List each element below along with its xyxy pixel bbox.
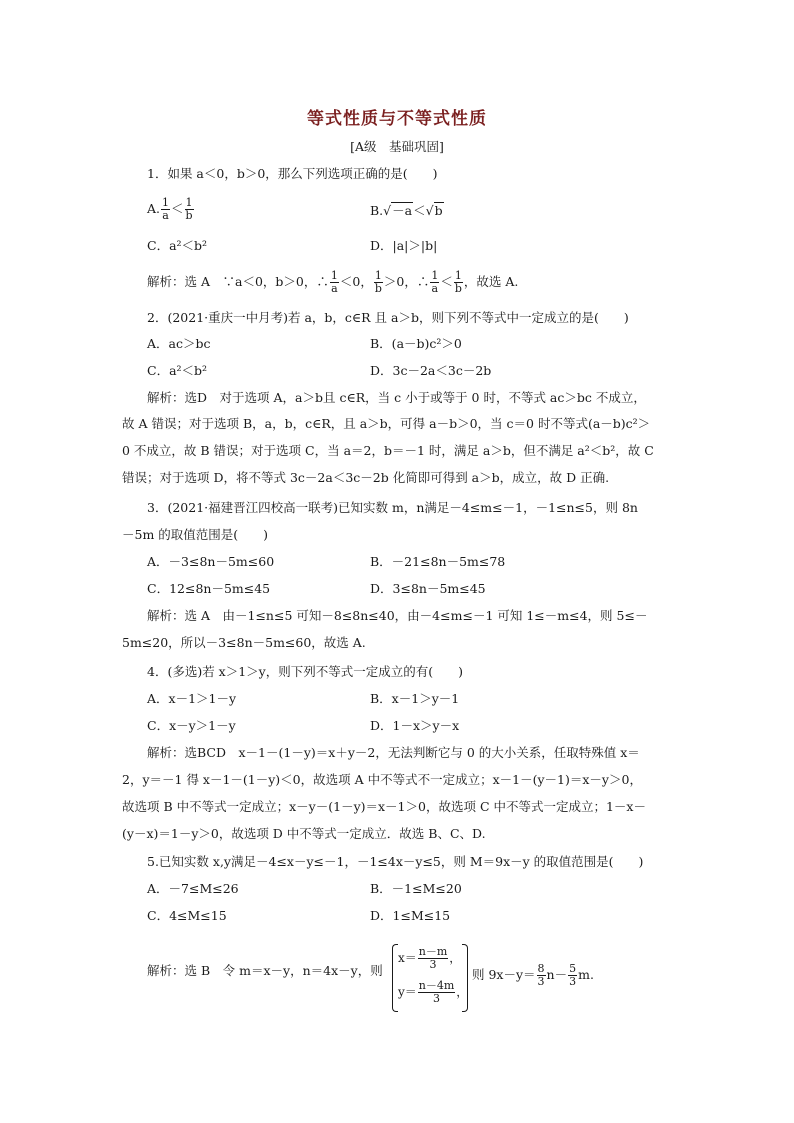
q5-system-row1-comma: ， [449,951,462,965]
q3-solution-line1: 解析：选 A 由－1≤n≤5 可知－8≤8n≤40，由－4≤m≤－1 可知 1≤－m≤4，则 5≤－ [147,608,648,623]
q1-option-a-lt: ＜ [171,201,184,216]
q5-solution-frac1-den: 3 [537,975,545,988]
q1-solution-frac1-den: a [331,282,338,295]
q5-system-row1-den: 3 [429,958,437,971]
q1-solution-part4: ＜ [440,274,453,289]
q1-solution-frac2-num: 1 [374,269,382,282]
q1-option-a-frac1 [161,197,170,222]
q1-solution-frac3 [430,270,439,295]
q1-solution-frac4-num: 1 [454,269,462,282]
q5-solution-frac1-num: 8 [537,962,545,975]
q4-solution-line4: (y－x)＝1－y＞0，故选项 D 中不等式一定成立．故选 B、C、D. [122,826,486,841]
q5-solution-frac1 [537,963,546,988]
q2-stem: 2．(2021·重庆一中月考)若 a，b，c∈R 且 a＞b，则下列不等式中一定成立的是( ) [147,310,629,325]
q4-option-b: B．x－1＞y－1 [370,691,460,706]
q1-solution-part2: ＜0， [339,274,373,289]
q5-equation-system [392,944,468,1012]
q2-option-d: D．3c－2a＜3c－2b [370,363,492,378]
q5-solution-result-part1: 则 9x－y＝ [472,967,536,982]
q1-option-a-frac1-num: 1 [162,196,170,209]
q1-solution-frac4 [454,270,463,295]
q2-solution-line3: 0 不成立，故 B 错误；对于选项 C，当 a＝2，b＝－1 时，满足 a＞b，但不满足 a²＜b²，故 C [122,443,654,458]
q1-option-a-frac1-den: a [162,209,169,222]
q1-solution [147,270,518,295]
q4-stem: 4．(多选)若 x＞1＞y，则下列不等式一定成立的有( ) [147,664,463,679]
q2-option-a: A．ac＞bc [147,336,211,351]
q4-option-c: C．x－y＞1－y [147,718,236,733]
q4-option-a: A．x－1＞1－y [147,691,237,706]
page-title: 等式性质与不等式性质 [307,109,487,129]
q5-solution-frac2 [568,963,577,988]
q2-solution-line1: 解析：选D 对于选项 A，a＞b且 c∈R，当 c 小于或等于 0 时，不等式 ac＞bc 不成立， [147,390,646,405]
q5-option-c: C．4≤M≤15 [147,908,227,923]
q5-system-row1-num: n－m [418,945,448,958]
q4-solution-line1: 解析：选BCD x－1－(1－y)＝x＋y－2，无法判断它与 0 的大小关系，任取特殊值 x＝ [147,745,640,760]
q1-option-b-radicand1: －a [392,203,413,218]
q1-solution-part5: ，故选 A. [463,274,519,289]
q5-stem: 5.已知实数 x,y满足－4≤x－y≤－1，－1≤4x－y≤5，则 M＝9x－y 的取值范围是( ) [147,854,644,869]
q3-stem-line2: －5m 的取值范围是( ) [122,527,269,542]
q1-solution-frac2 [374,270,383,295]
q1-solution-frac2-den: b [374,282,382,295]
q5-system-row2 [398,980,468,1005]
q1-option-b [370,203,444,219]
q5-solution-result [472,963,594,988]
q1-option-d: D．|a|＞|b| [370,238,438,253]
q5-system-row1 [398,946,461,971]
q5-system-row2-frac [418,980,456,1005]
q1-stem: 1．如果 a＜0，b＞0，那么下列选项正确的是( ) [147,166,438,181]
q1-option-a-frac2-den: b [185,209,193,222]
q1-option-a [147,197,195,222]
q3-option-a: A．－3≤8n－5m≤60 [147,554,275,569]
q2-solution-line4: 错误；对于选项 D，将不等式 3c－2a＜3c－2b 化简即可得到 a＞b，成立，故 D 正确. [122,470,610,485]
q1-solution-frac3-den: a [431,282,439,295]
q5-solution-result-part2: n－ [546,967,568,982]
q5-system-row2-den: 3 [433,992,441,1005]
q2-solution-line2: 故 A 错误；对于选项 B，a，b，c∈R，且 a＞b，可得 a－b＞0，当 c＝0 时不等式(a－b)c²＞ [122,416,651,431]
q1-option-a-frac2 [185,197,194,222]
q5-system-row1-frac [418,946,449,971]
q5-option-d: D．1≤M≤15 [370,908,451,923]
q2-option-c: C．a²＜b² [147,363,208,378]
q4-option-d: D．1－x＞y－x [370,718,460,733]
q1-option-c: C．a²＜b² [147,238,208,253]
q3-solution-line2: 5m≤20，所以－3≤8n－5m≤60，故选 A. [122,635,366,650]
q4-solution-line2: 2，y＝－1 得 x－1－(1－y)＜0，故选项 A 中不等式不一定成立；x－1－(y－1)＝x－y＞0， [122,772,642,787]
q5-solution-frac2-num: 5 [569,962,577,975]
q1-solution-frac1-num: 1 [330,269,338,282]
q5-system-row2-comma: ， [456,985,469,999]
q1-option-a-prefix: A. [147,201,161,216]
q1-solution-frac4-den: b [454,282,462,295]
q5-solution-intro: 解析：选 B 令 m＝x－y，n＝4x－y，则 [147,963,383,978]
q5-solution-frac2-den: 3 [569,975,577,988]
q1-option-b-radicand2: b [434,203,443,218]
q1-solution-frac1 [330,270,339,295]
q5-solution-result-part3: m. [578,967,594,982]
q1-solution-part3: ＞0，∴ [383,274,430,289]
q3-option-b: B．－21≤8n－5m≤78 [370,554,506,569]
sqrt-icon: √ [425,203,434,218]
q1-option-b-prefix: B. [370,203,384,218]
q3-option-c: C．12≤8n－5m≤45 [147,581,271,596]
section-level-label: [A级 基础巩固] [350,139,444,154]
q1-solution-frac3-num: 1 [431,269,439,282]
sqrt-icon: √ [383,203,392,218]
q5-system-row2-num: n－4m [418,979,455,992]
q5-system-row1-lhs: x＝ [398,951,417,965]
q2-option-b: B．(a－b)c²＞0 [370,336,462,351]
q1-option-b-lt: ＜ [413,203,426,218]
q5-system-row2-lhs: y＝ [398,985,417,999]
q5-option-b: B．－1≤M≤20 [370,881,462,896]
q1-solution-part1: 解析：选 A ∵a＜0，b＞0，∴ [147,274,329,289]
q3-stem-line1: 3．(2021·福建晋江四校高一联考)已知实数 m，n满足－4≤m≤－1，－1≤n≤5，则 8n [147,500,638,515]
q4-solution-line3: 故选项 B 中不等式一定成立；x－y－(1－y)＝x－1＞0，故选项 C 中不等式一定成立；1－x－ [122,799,646,814]
q3-option-d: D．3≤8n－5m≤45 [370,581,486,596]
q5-option-a: A．－7≤M≤26 [147,881,239,896]
q1-option-a-frac2-num: 1 [185,196,193,209]
